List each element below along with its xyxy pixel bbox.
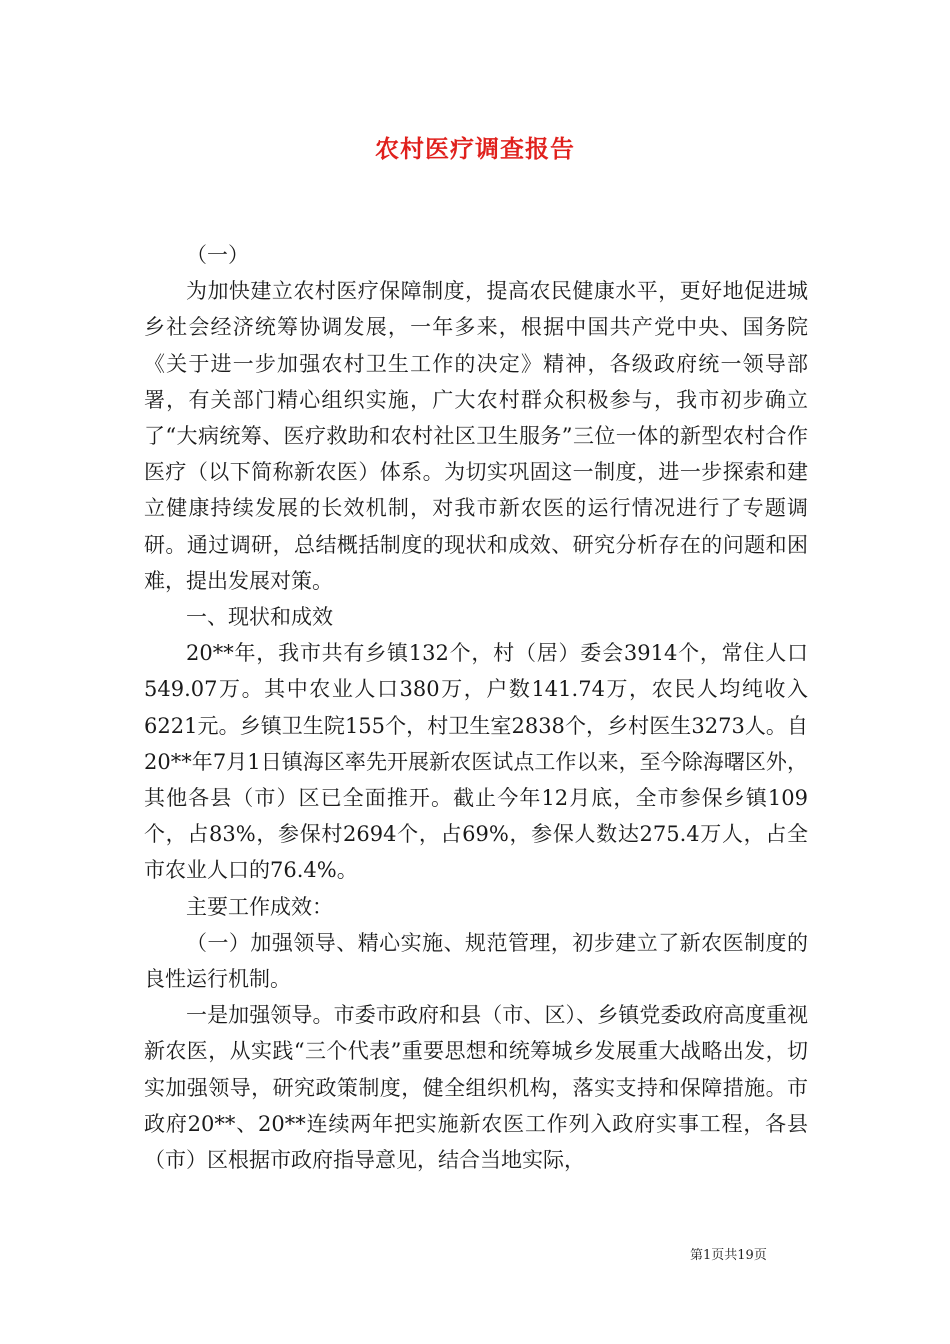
subheading-leadership: （一）加强领导、精心实施、规范管理，初步建立了新农医制度的良性运行机制。 [144,930,808,992]
page-number: 第1页共19页 [690,1248,767,1263]
paragraph-leadership: 一是加强领导。市委市政府和县（市、区）、乡镇党委政府高度重视新农医，从实践“三个代表”重要思想和统筹城乡发展重大战略出发，切实加强领导，研究政策制度，健全组织机构，落实支持和保障措施。市政府20**、20**连续两年把实施新农医工作列入政府实事工程，各县（市）区根据市政府指导意见，结合当地实际， [144,1003,808,1173]
heading-main-results: 主要工作成效： [186,894,333,919]
document-body [144,237,808,1178]
paragraph-intro: 为加快建立农村医疗保障制度，提高农民健康水平，更好地促进城乡社会经济统筹协调发展，一年多来，根据中国共产党中央、国务院《关于进一步加强农村卫生工作的决定》精神，各级政府统一领导部署，有关部门精心组织实施，广大农村群众积极参与，我市初步确立了“大病统筹、医疗救助和农村社区卫生服务”三位一体的新型农村合作医疗（以下简称新农医）体系。为切实巩固这一制度，进一步探索和建立健康持续发展的长效机制，对我市新农医的运行情况进行了专题调研。通过调研，总结概括制度的现状和成效、研究分析存在的问题和困难，提出发展对策。 [144,279,808,593]
paragraph-statistics: 20**年，我市共有乡镇132个，村（居）委会3914个，常住人口549.07万。其中农业人口380万，户数141.74万，农民人均纯收入6221元。乡镇卫生院155个，村卫生室2838个，乡村医生3273人。自20**年7月1日镇海区率先开展新农医试点工作以来，至今除海曙区外，其他各县（市）区已全面推开。截止今年12月底，全市参保乡镇109个，占83%，参保村2694个，占69%，参保人数达275.4万人，占全市农业人口的76.4%。 [144,641,808,883]
heading-status-and-results: 一、现状和成效 [186,605,333,630]
paragraph-section-marker: （一） [186,243,249,267]
document-title: 农村医疗调查报告 [375,134,575,163]
